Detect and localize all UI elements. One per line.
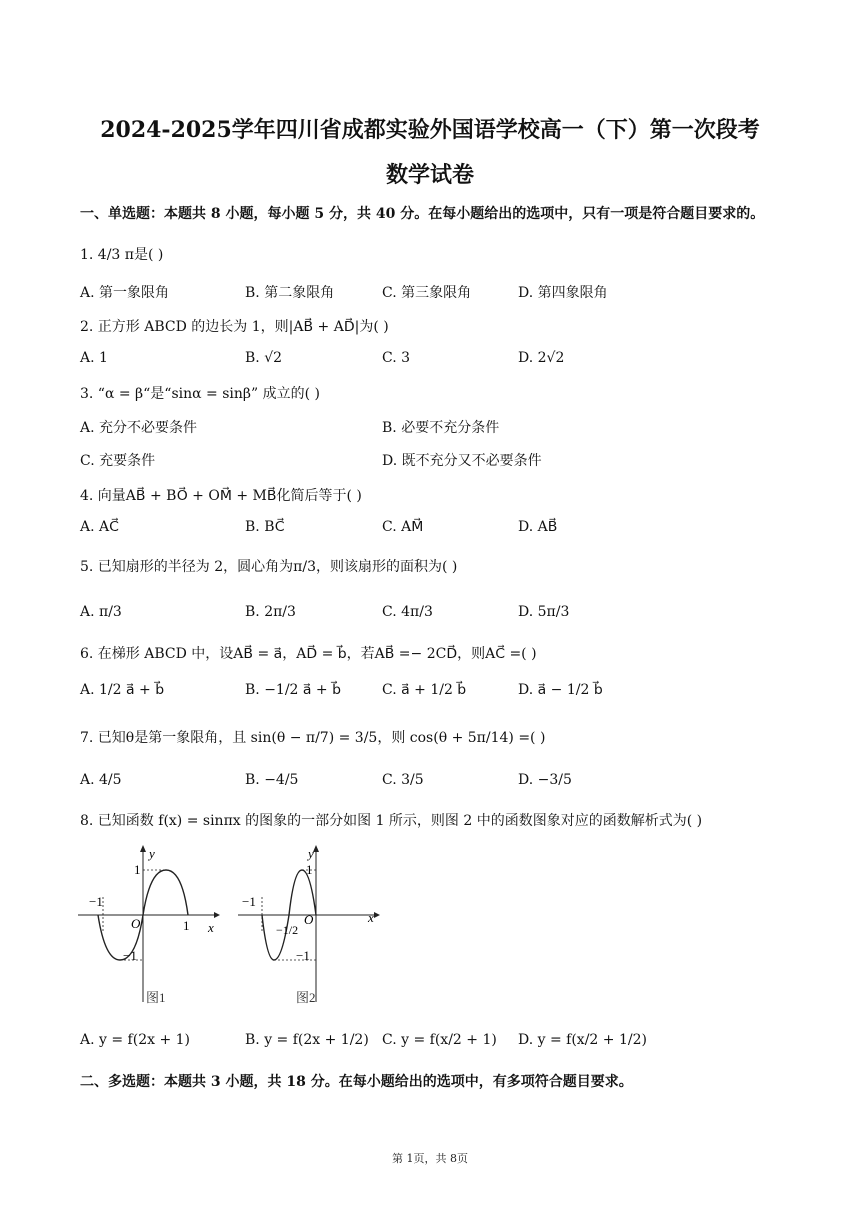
question-6-stem: 6. 在梯形 ABCD 中，设AB⃗ = a⃗，AD⃗ = b⃗，若AB⃗ =− 2CD⃗，则AC⃗ =( ) — [80, 646, 537, 662]
question-2-option-b: B. √2 — [245, 350, 283, 366]
question-3-option-d: D. 既不充分又不必要条件 — [382, 453, 542, 469]
page-subtitle: 数学试卷 — [385, 162, 474, 188]
question-5-option-d: D. 5π/3 — [518, 604, 570, 620]
question-8-option-a: A. y = f(2x + 1) — [80, 1032, 190, 1048]
figure-1-y-label: y — [149, 846, 155, 861]
question-2-option-c: C. 3 — [382, 350, 411, 366]
question-5-option-b: B. 2π/3 — [245, 604, 296, 620]
figure-2-x-label: x — [368, 910, 374, 925]
question-2-option-a: A. 1 — [80, 350, 108, 366]
question-5-option-a: A. π/3 — [80, 604, 122, 620]
figure-2-caption: 图2 — [296, 990, 316, 1005]
question-7-option-a: A. 4/5 — [80, 772, 122, 788]
figure-1-tick-1-right: 1 — [183, 918, 190, 933]
question-3-stem: 3. “α = β“是“sinα = sinβ” 成立的( ) — [80, 386, 320, 402]
figure-2-graph — [236, 842, 381, 1007]
section-single-choice: 一、单选题：本题共 8 小题，每小题 5 分，共 40 分。在每小题给出的选项中，只有一项是符合题目要求的。 — [80, 206, 765, 222]
question-1-option-a: A. 第一象限角 — [80, 285, 170, 301]
section-multiple-choice: 二、多选题：本题共 3 小题，共 18 分。在每小题给出的选项中，有多项符合题目要求。 — [80, 1074, 633, 1090]
question-8-option-c: C. y = f(x/2 + 1) — [382, 1032, 497, 1048]
question-4-option-b: B. BC⃗ — [245, 519, 285, 535]
figure-1-tick-1-top: 1 — [134, 862, 141, 877]
question-8-option-b: B. y = f(2x + 1/2) — [245, 1032, 369, 1048]
figure-2-y-label: y — [308, 846, 314, 861]
figure-2-origin: O — [304, 912, 314, 927]
question-7-option-c: C. 3/5 — [382, 772, 424, 788]
question-1-option-d: D. 第四象限角 — [518, 285, 608, 301]
question-1-option-c: C. 第三象限角 — [382, 285, 472, 301]
figure-2-tick-neg-half: −1/2 — [276, 923, 299, 937]
question-3-option-c: C. 充要条件 — [80, 453, 156, 469]
figure-1-tick-neg1-left: −1 — [89, 894, 103, 909]
question-4-stem: 4. 向量AB⃗ + BO⃗ + OM⃗ + MB⃗化简后等于( ) — [80, 488, 362, 504]
figure-1-caption: 图1 — [146, 990, 166, 1005]
question-4-option-d: D. AB⃗ — [518, 519, 558, 535]
figure-1-x-label: x — [208, 920, 214, 935]
question-6-option-b: B. −1/2 a⃗ + b⃗ — [245, 682, 341, 698]
question-5-option-c: C. 4π/3 — [382, 604, 433, 620]
question-3-option-a: A. 充分不必要条件 — [80, 420, 198, 436]
question-5-stem: 5. 已知扇形的半径为 2，圆心角为π/3，则该扇形的面积为( ) — [80, 559, 458, 575]
question-1-option-b: B. 第二象限角 — [245, 285, 335, 301]
question-1-stem: 1. 4/3 π是( ) — [80, 247, 164, 263]
question-7-option-b: B. −4/5 — [245, 772, 299, 788]
question-6-option-c: C. a⃗ + 1/2 b⃗ — [382, 682, 467, 698]
figure-2-tick-neg1-left: −1 — [242, 894, 256, 909]
question-8-option-d: D. y = f(x/2 + 1/2) — [518, 1032, 647, 1048]
question-7-stem: 7. 已知θ是第一象限角，且 sin(θ − π/7) = 3/5，则 cos(θ + 5π/14) =( ) — [80, 730, 546, 746]
question-6-option-a: A. 1/2 a⃗ + b⃗ — [80, 682, 165, 698]
figure-2-tick-1-top: 1 — [306, 862, 313, 877]
figure-1-graph — [76, 842, 221, 1007]
page-title: 2024-2025学年四川省成都实验外国语学校高一（下）第一次段考 — [100, 117, 760, 143]
question-3-option-b: B. 必要不充分条件 — [382, 420, 500, 436]
question-6-option-d: D. a⃗ − 1/2 b⃗ — [518, 682, 603, 698]
question-2-option-d: D. 2√2 — [518, 350, 565, 366]
figure-1-tick-neg1-bottom: −1 — [123, 948, 137, 963]
question-4-option-a: A. AC⃗ — [80, 519, 119, 535]
question-7-option-d: D. −3/5 — [518, 772, 572, 788]
figure-2-tick-neg1-bottom: −1 — [296, 948, 310, 963]
question-4-option-c: C. AM⃗ — [382, 519, 424, 535]
question-2-stem: 2. 正方形 ABCD 的边长为 1，则|AB⃗ + AD⃗|为( ) — [80, 319, 389, 335]
question-8-stem: 8. 已知函数 f(x) = sinπx 的图象的一部分如图 1 所示，则图 2 中的函数图象对应的函数解析式为( ) — [80, 813, 703, 829]
page-footer: 第 1页，共 8页 — [392, 1152, 468, 1165]
figure-1-origin: O — [131, 916, 141, 931]
